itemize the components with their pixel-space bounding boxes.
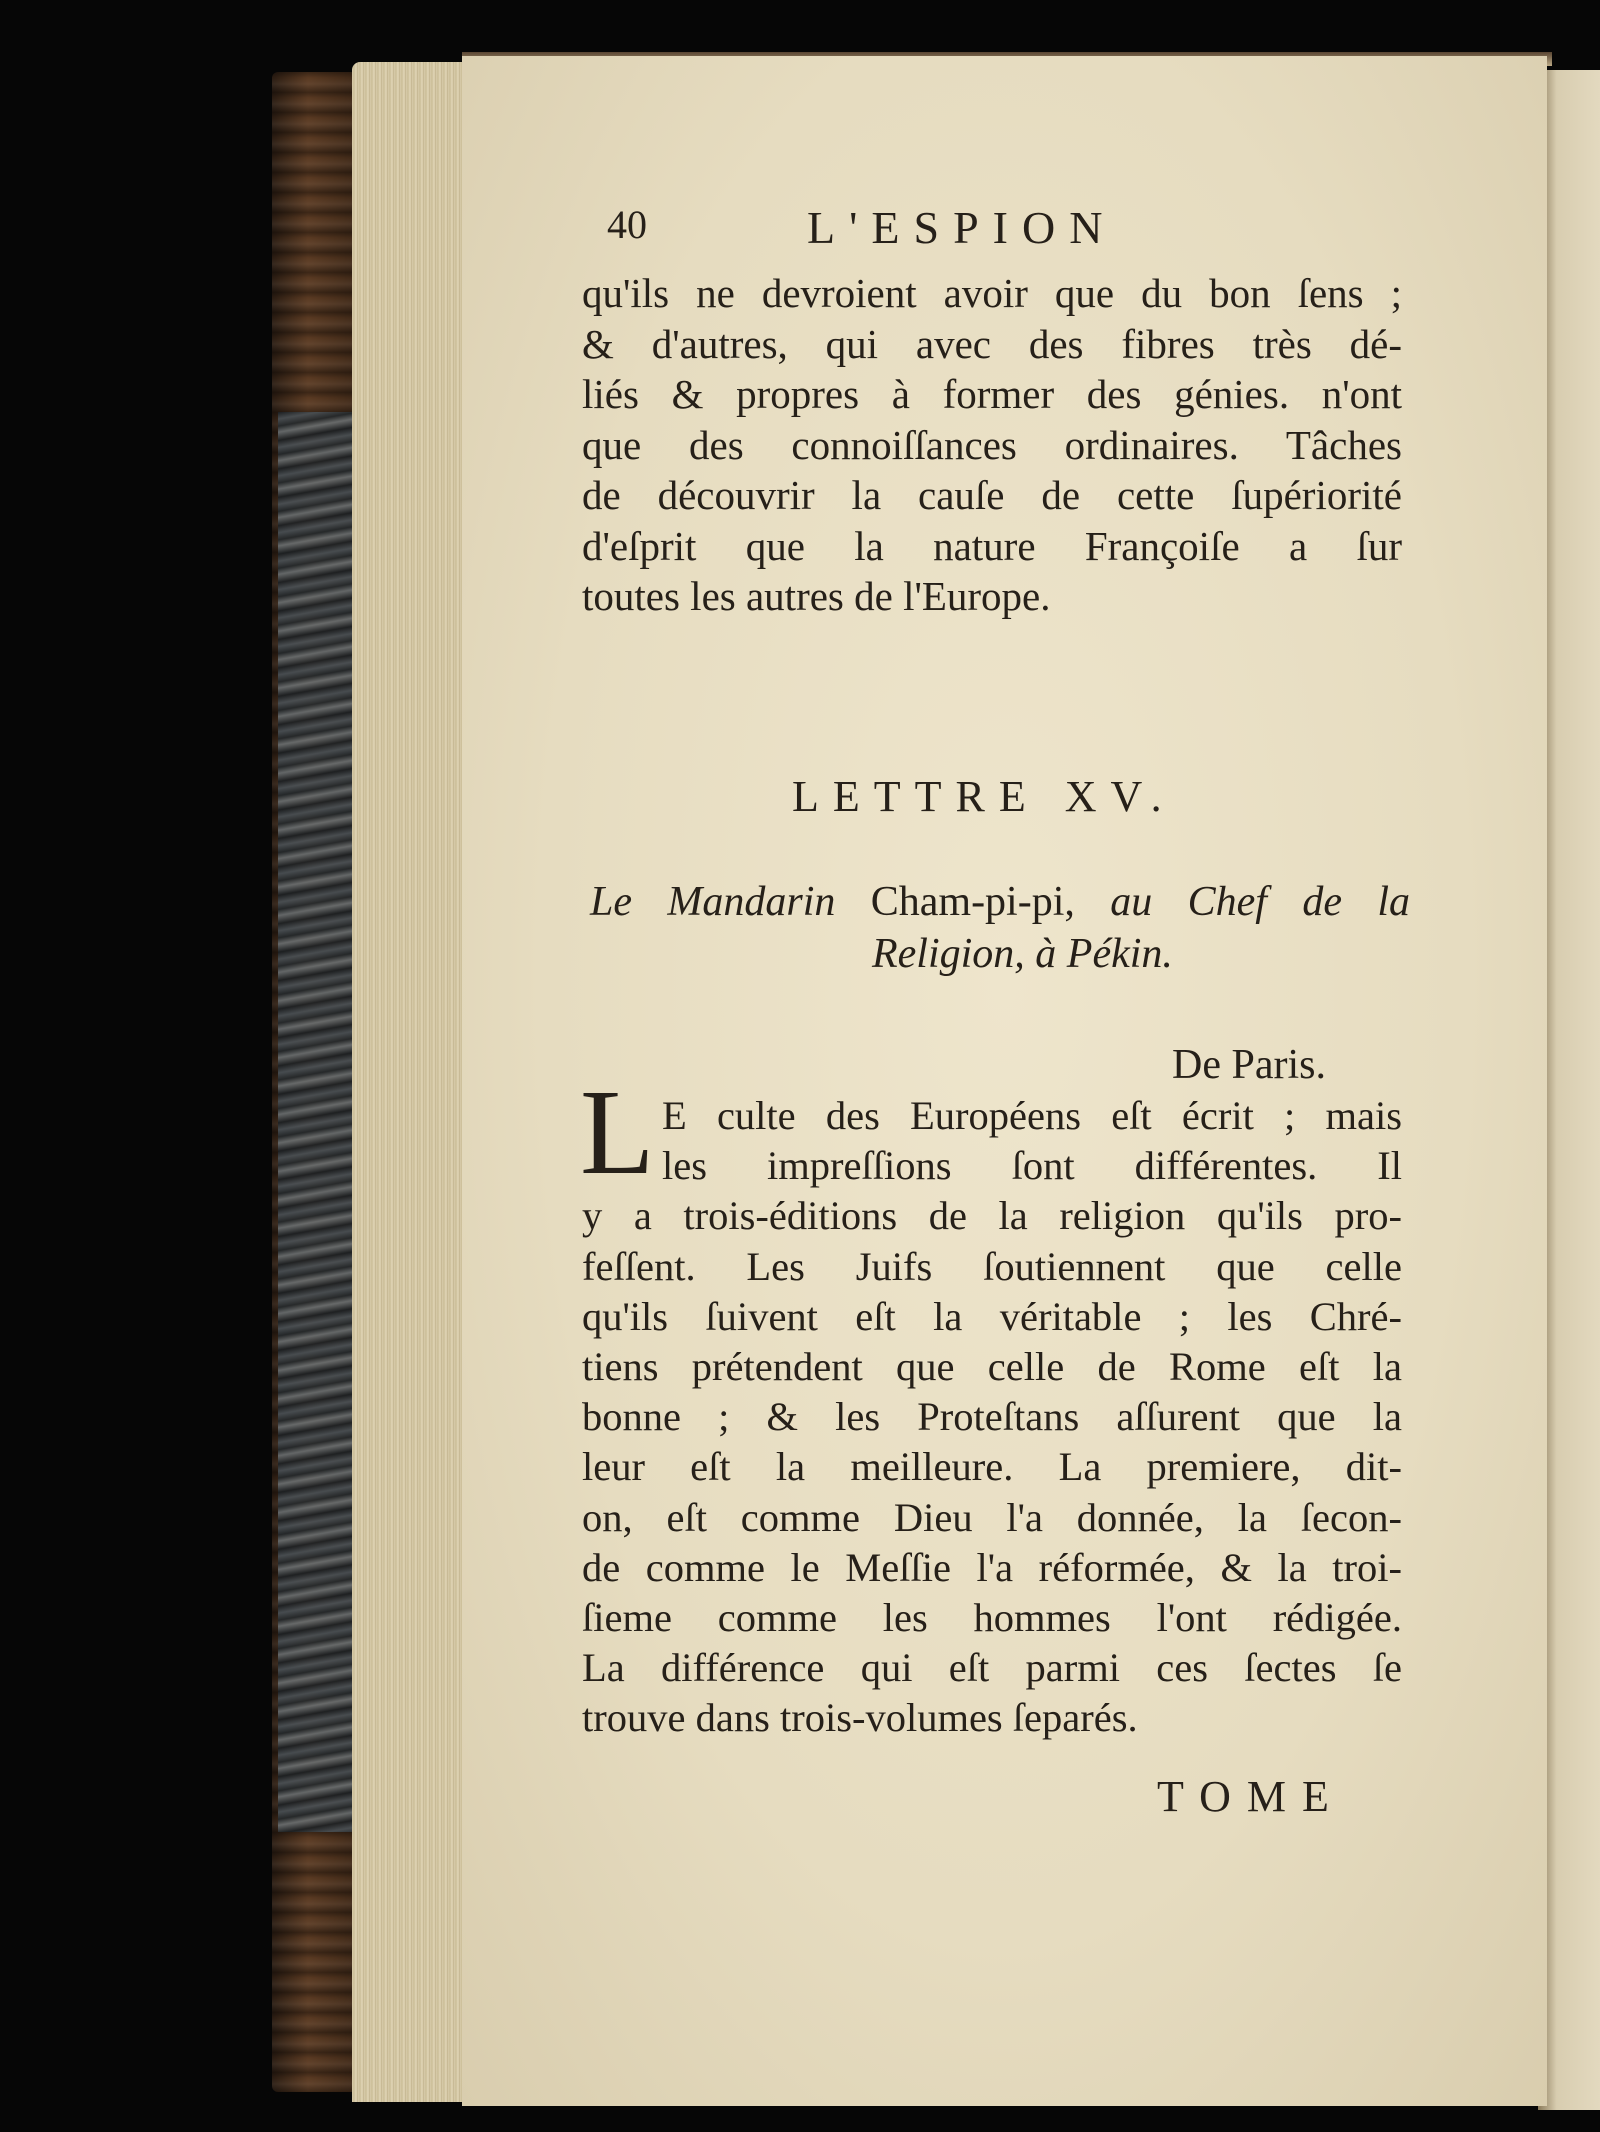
text-line: qu'ils ſuivent eſt la véritable ; les Chré- <box>582 1293 1402 1339</box>
catchword: TOME <box>1157 1772 1345 1821</box>
top-paragraph <box>582 268 1402 622</box>
text-line: trouve dans trois-volumes ſeparés. <box>582 1695 1138 1741</box>
salutation-line <box>590 876 1410 928</box>
text-line: on, eſt comme Dieu l'a donnée, la ſecon- <box>582 1494 1402 1540</box>
text-line: d'eſprit que la nature Françoiſe a ſur <box>582 522 1402 569</box>
salutation-au-chef: au Chef de la <box>1110 879 1411 925</box>
text-line: ſieme comme les hommes l'ont rédigée. <box>582 1594 1402 1640</box>
text-line: les impreſſions ſont différentes. Il <box>662 1143 1402 1189</box>
salutation <box>590 876 1410 980</box>
text-line: liés & propres à former des génies. n'ont <box>582 371 1402 417</box>
text-line: bonne ; & les Proteſtans aſſurent que la <box>582 1394 1402 1440</box>
text-line: de découvrir la cauſe de cette ſupériorité <box>582 472 1402 518</box>
page-edges <box>352 62 462 2102</box>
salutation-mandarin: Mandarin <box>667 879 836 925</box>
salutation-le: Le <box>590 879 632 925</box>
text-line: & d'autres, qui avec des fibres très dé- <box>582 320 1402 367</box>
running-head-title: L'ESPION <box>807 202 1117 253</box>
text-line: que des connoiſſances ordinaires. Tâches <box>582 421 1402 468</box>
text-line: y a trois-éditions de la religion qu'ils pro- <box>582 1193 1402 1239</box>
salutation-name: Cham-pi-pi, <box>870 879 1075 925</box>
text-line: leur eſt la meilleure. La premiere, dit- <box>582 1444 1402 1490</box>
page-number: 40 <box>607 202 647 247</box>
text-line: qu'ils ne devroient avoir que du bon ſens ; <box>582 270 1402 316</box>
drop-cap: L <box>580 1065 655 1200</box>
salutation-religion: Religion, à Pékin. <box>872 931 1173 977</box>
place-line: De Paris. <box>1172 1042 1326 1088</box>
book-page <box>462 56 1547 2106</box>
book-binding <box>272 72 362 2092</box>
text-line: E culte des Européens eſt écrit ; mais <box>662 1093 1402 1138</box>
text-line: de comme le Meſſie l'a réformée, & la troi- <box>582 1544 1402 1590</box>
text-line: feſſent. Les Juifs ſoutiennent que celle <box>582 1243 1402 1289</box>
letter-title: LETTRE XV. <box>792 772 1176 821</box>
marbled-cover <box>278 412 358 1832</box>
text-line: tiens prétendent que celle de Rome eſt la <box>582 1343 1402 1389</box>
text-line: toutes les autres de l'Europe. <box>582 573 1051 619</box>
facing-page-edge <box>1538 70 1600 2110</box>
letter-body <box>582 1091 1402 1743</box>
text-line: La différence qui eſt parmi ces ſectes ſe <box>582 1645 1402 1691</box>
